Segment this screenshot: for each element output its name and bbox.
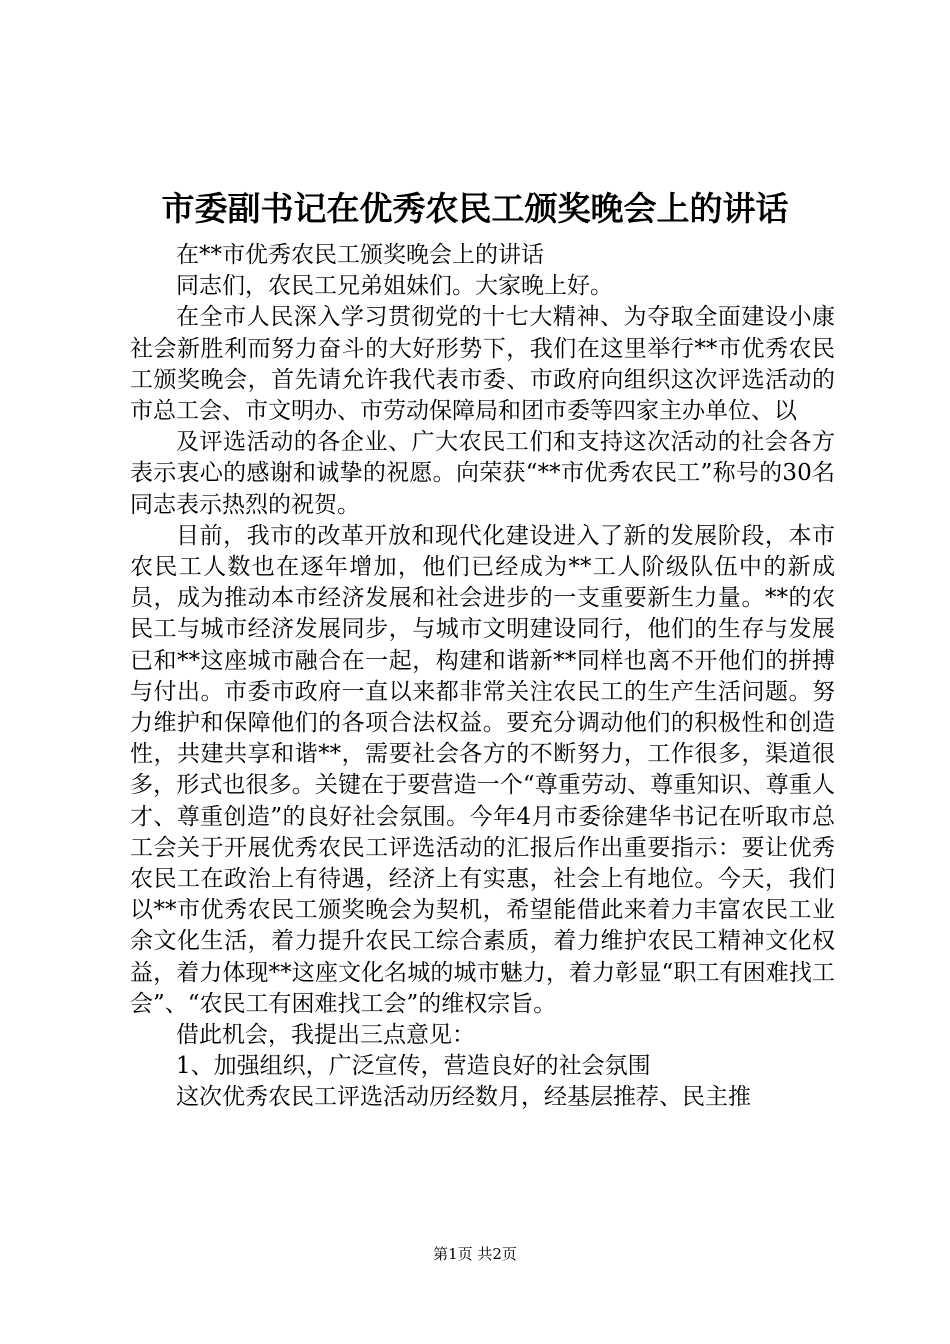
document-title: 市委副书记在优秀农民工颁奖晚会上的讲话 (161, 189, 789, 228)
paragraph-greeting: 同志们，农民工兄弟姐妹们。大家晚上好。 (176, 273, 613, 300)
paragraph-main: 目前，我市的改革开放和现代化建设进入了新的发展阶段，本市农民工人数也在逐年增加，他们已经成为**工人阶级队伍中的新成员，成为推动本市经济发展和社会进步的一支重要新生力量。**的农民工与城市经济发展同步，与城市文明建设同行，他们的生存与发展已和**这座城市融合在一起，构建和谐新**同样也离不开他们的拼搏与付出。市委市政府一直以来都非常关注农民工的生产生活问题。努力维护和保障他们的各项合法权益。要充分调动他们的积极性和创造性，共建共享和谐**，需要社会各方的不断努力，工作很多，渠道很多，形式也很多。关键在于要营造一个“尊重劳动、尊重知识、尊重人才、尊重创造”的良好社会氛围。今年4月市委徐建华书记在听取市总工会关于开展优秀农民工评选活动的汇报后作出重要指示：要让优秀农民工在政治上有待遇，经济上有实惠，社会上有地位。今天，我们以**市优秀农民工颁奖晚会为契机，希望能借此来着力丰富农民工业余文化生活，着力提升农民工综合素质，着力维护农民工精神文化权益，着力体现**这座文化名城的城市魅力，着力彰显“职工有困难找工会”、“农民工有困难找工会”的维权宗旨。 (130, 522, 835, 1017)
paragraph-opinions-intro: 借此机会，我提出三点意见： (176, 1022, 475, 1049)
paragraph-opening: 在全市人民深入学习贯彻党的十七大精神、为夺取全面建设小康社会新胜利而努力奋斗的大好形势下，我们在这里举行**市优秀农民工颁奖晚会，首先请允许我代表市委、市政府向组织这次评选活动的市总工会、市文明办、市劳动保障局和团市委等四家主办单位、以 (130, 304, 835, 425)
paragraph-thanks: 及评选活动的各企业、广大农民工们和支持这次活动的社会各方表示衷心的感谢和诚挚的祝愿。向荣获“**市优秀农民工”称号的30名同志表示热烈的祝贺。 (130, 429, 835, 518)
paragraph-point-one: 1、加强组织，广泛宣传，营造良好的社会氛围 (176, 1053, 651, 1080)
paragraph-heading-line: 在**市优秀农民工颁奖晚会上的讲话 (176, 242, 544, 268)
document-body (130, 240, 835, 1114)
paragraph-continuation: 这次优秀农民工评选活动历经数月，经基层推荐、民主推 (176, 1084, 751, 1111)
page-number-footer: 第1页 共2页 (433, 1245, 517, 1263)
